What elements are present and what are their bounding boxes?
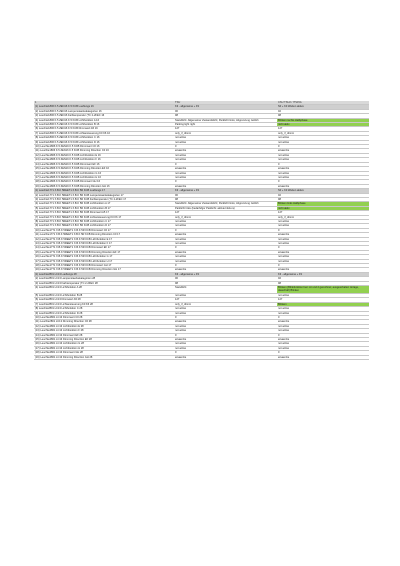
table-cell: Standlicht xyxy=(174,286,277,294)
table-cell: ersaenzie xyxy=(174,250,277,254)
table-cell: ersaenzie xyxy=(174,337,277,341)
table-cell: (13) Leuchte1806 K.5 ZEN16 K.5 KCB Lichtfunktion F 16 xyxy=(34,158,174,162)
table-cell: 0 xyxy=(174,351,277,355)
table-cell: (8) Leuchte1771 X.B.K 5REET1 X.B.K 5R KCB Lichtfunktion C 17 xyxy=(34,219,174,223)
table-row xyxy=(34,286,369,294)
table-cell: not active xyxy=(277,324,369,328)
table-cell: 0 xyxy=(277,228,369,232)
table-cell: 0 xyxy=(277,264,369,268)
table-cell: (17) Leuchte1771 X.B.K 5REET1 X.B.K 5R KCB Lichtfunktion H 17 xyxy=(34,259,174,263)
table-cell: 0 xyxy=(277,145,369,149)
table-cell: not active xyxy=(174,237,277,241)
table-cell: 98 xyxy=(174,114,277,118)
table-cell: 02 xyxy=(277,193,369,197)
table-cell: ersaenzie xyxy=(277,320,369,324)
table-cell: 0 xyxy=(174,264,277,268)
table-cell: (10) Leuchte2801 LC13 Dimmwert C0 28 xyxy=(34,315,174,319)
table-cell: (8) Leuchte1806 K.5 ZEN16 K.5 KCB Lichtfunktion C 16 xyxy=(34,136,174,140)
table-cell: Standlicht: Allgemeiner Zustandslicht; Parklicht links; Abgrenzung zeitlich xyxy=(174,118,277,122)
table-cell: ersaenzie xyxy=(277,167,369,171)
table-cell: not active xyxy=(174,175,277,179)
table-cell: not active xyxy=(174,153,277,157)
table-cell: 98 xyxy=(277,114,369,118)
table-cell: ersaenzie xyxy=(277,268,369,272)
table-cell: not active xyxy=(174,307,277,311)
table-cell: ersaenzie xyxy=(174,268,277,272)
table-cell: ersaenzie xyxy=(277,250,369,254)
table-cell: 127 xyxy=(277,127,369,131)
table-cell: only_if_dimmi xyxy=(277,215,369,219)
table-cell: (3) Leuchte1771 X.B.K 5REET1 X.B.K 5R KCB Farbtemperatur (TC 2-2FEC 17 xyxy=(34,197,174,201)
table-cell: (2) Leuchte1806 K.5 ZEN16 Lampenstaerkekategorien 16 xyxy=(34,109,174,113)
table-cell: 98 xyxy=(174,197,277,201)
table-cell: (11) Leuchte1806 K.5 ZEN16 K.5 KCB Dimming Direction C0 16 xyxy=(34,149,174,153)
table-cell: 00 xyxy=(174,109,277,113)
table-cell: ersaenzie xyxy=(174,320,277,324)
table-cell: ersaenzie xyxy=(277,355,369,359)
table-cell: Blinken links Halbphase xyxy=(277,202,369,206)
table-cell: (17) Leuchte1806 K.5 ZEN16 K.5 KCB Lichtfunktion H 16 xyxy=(34,175,174,179)
table-cell: (1) Leuchte1771 X.B.K 5REET1 X.B.K 5R KCB Lueftungs 17 xyxy=(34,189,174,193)
table-cell: (1) Leuchte2801 LC13 Lueftungs 28 xyxy=(34,272,174,276)
table-cell: not active xyxy=(277,237,369,241)
table-cell: ersaenzie xyxy=(174,167,277,171)
table-cell: nicht aktiv xyxy=(277,123,369,127)
table-cell: Blinken xyxy=(277,302,369,306)
table-cell: (14) Leuchte1771 X.B.K 5REET1 X.B.K 5R KCB Dimmwert EF 17 xyxy=(34,246,174,250)
table-cell: (8) Leuchte2801 LC13 Lichtfunktion C 28 xyxy=(34,307,174,311)
table-cell: not active xyxy=(277,342,369,346)
table-cell: not active xyxy=(277,255,369,259)
table-cell: only_if_dimmi xyxy=(277,131,369,135)
table-cell: 02 xyxy=(277,277,369,281)
table-cell: ersaenzie xyxy=(174,184,277,188)
table-cell: only_if_dimmi xyxy=(174,215,277,219)
table-cell: not active xyxy=(277,175,369,179)
table-cell: (6) Leuchte1806 K.5 ZEN16 K.5 KCB Dimmwert A5 16 xyxy=(34,127,174,131)
table-cell: 98 xyxy=(277,197,369,201)
table-cell: not active xyxy=(174,293,277,297)
table-cell: (9) Leuchte1806 K.5 ZEN16 K.5 KCB Lichtfunktion D 16 xyxy=(34,140,174,144)
table-cell: 127 xyxy=(174,127,277,131)
table-cell: not active xyxy=(277,158,369,162)
table-cell: 0 xyxy=(277,162,369,166)
table-cell: (15) Leuchte2801 LC13 Dimming Direction EF 28 xyxy=(34,337,174,341)
header-cell-3: CSU TSU2 / ITS15A xyxy=(277,101,369,105)
table-cell: 0 xyxy=(174,246,277,250)
table-cell: ersaenzie xyxy=(277,184,369,188)
table-cell: not active xyxy=(174,324,277,328)
table-cell: (19) Leuchte1771 X.B.K 5REET1 X.B.K 5R KCB Dimming Direction GH 17 xyxy=(34,268,174,272)
table-cell: not active xyxy=(277,140,369,144)
table-cell: 0 xyxy=(174,315,277,319)
table-cell: not active xyxy=(277,293,369,297)
spreadsheet-body xyxy=(34,101,369,359)
table-cell: not active xyxy=(277,224,369,228)
table-cell: not active xyxy=(174,158,277,162)
table-cell: not active xyxy=(174,171,277,175)
table-cell: (19) Leuchte2801 LC13 Dimming Direction GH 28 xyxy=(34,355,174,359)
table-cell: not active xyxy=(277,219,369,223)
table-cell: (13) Leuchte2801 LC13 Lichtfunktion F 28 xyxy=(34,329,174,333)
table-cell: (7) Leuchte2801 LC13 Lichtansteuerung K0 K6 28 xyxy=(34,302,174,306)
table-cell: S0 + K3 Warten aktive xyxy=(277,189,369,193)
table-cell: not active xyxy=(174,224,277,228)
table-cell: (15) Leuchte1771 X.B.K 5REET1 X.B.K 5R KCB Dimming Direction EF 17 xyxy=(34,250,174,254)
table-cell: ersaenzie xyxy=(174,149,277,153)
table-cell: not active xyxy=(277,136,369,140)
table-cell: (16) Leuchte2801 LC13 Lichtfunktion G 28 xyxy=(34,342,174,346)
table-cell: 127 xyxy=(277,211,369,215)
table-cell: 98 xyxy=(277,281,369,285)
table-cell: not active xyxy=(174,346,277,350)
table-cell: ersaenzie xyxy=(277,233,369,237)
table-cell: ersaenzie xyxy=(174,233,277,237)
table-cell: K3 - allgemeine + F3 xyxy=(174,105,277,109)
table-cell: Parklicht links (bedarfsfgsr Parklicht: aktiviert Els.ra) xyxy=(174,206,277,210)
table-cell: (18) Leuchte1806 K.5 ZEN16 K.5 KCB Dimmwert GH 16 xyxy=(34,180,174,184)
table-cell: (10) Leuchte1806 K.5 ZEN16 K.5 KCB Dimmwert C0 16 xyxy=(34,145,174,149)
table-cell: (5) Leuchte1806 K.5 ZEN16 K.5 KCB Lichtfunktion B 16 xyxy=(34,123,174,127)
table-cell: (15) Leuchte1806 K.5 ZEN16 K.5 KCB Dimming Direction EF 16 xyxy=(34,167,174,171)
table-cell: 0 xyxy=(277,315,369,319)
table-cell: (3) Leuchte2801 LC13 Farbtemperatur (TC 2-2FEC 28 xyxy=(34,281,174,285)
table-cell: (3) Leuchte1806 K.5 ZEN16 Farbtemperatur (TC 2-2FEC 16 xyxy=(34,114,174,118)
table-cell: (14) Leuchte2801 LC13 Dimmwert EF 28 xyxy=(34,333,174,337)
table-cell: only_if_dimmi xyxy=(174,302,277,306)
table-cell: (16) Leuchte1771 X.B.K 5REET1 X.B.K 5R KCB Lichtfunktion G 17 xyxy=(34,255,174,259)
table-cell: ersaenzie xyxy=(174,355,277,359)
table-cell: 0 xyxy=(174,180,277,184)
table-cell: (14) Leuchte1806 K.5 ZEN16 K.5 KCB Dimmwert EF 16 xyxy=(34,162,174,166)
table-cell: 02 xyxy=(277,109,369,113)
table-cell: (4) Leuchte1806 K.5 ZEN16 K.5 KCB Lichtfunktion A 16 xyxy=(34,118,174,122)
table-cell: (16) Leuchte1806 K.5 ZEN16 K.5 KCB Lichtfunktion G 16 xyxy=(34,171,174,175)
table-cell: (4) Leuchte2801 LC13 Lichtfunktion A 28 xyxy=(34,286,174,294)
table-cell: (18) Leuchte1771 X.B.K 5REET1 X.B.K 5R KCB Dimmwert GH 17 xyxy=(34,264,174,268)
table-cell: (10) Leuchte1771 X.B.K 5REET1 X.B.K 5R KCB Dimmwert C0 17 xyxy=(34,228,174,232)
table-cell: not active xyxy=(174,255,277,259)
table-cell: nicht aktiv xyxy=(277,206,369,210)
table-cell: S0 + K3 Warten aktive xyxy=(277,105,369,109)
table-cell: not active xyxy=(277,171,369,175)
table-cell: not active xyxy=(277,311,369,315)
table-cell: 0 xyxy=(174,145,277,149)
table-cell: not active xyxy=(174,242,277,246)
table-cell: (9) Leuchte2801 LC13 Lichtfunktion D 28 xyxy=(34,311,174,315)
table-cell: not active xyxy=(174,136,277,140)
table-cell: 00 xyxy=(174,277,277,281)
header-cell-1: 1 xyxy=(34,101,174,105)
table-cell: 0 xyxy=(174,228,277,232)
table-cell: (1) Leuchte1806 K.5 ZEN16 K.5 KCB Lueftungs 16 xyxy=(34,105,174,109)
table-cell: K3 - allgemeine + F3 xyxy=(174,272,277,276)
table-cell: Blinken (Blinkfunktion fuer rot und 2 gerechnet; ausgeschaltet: Anlage, dauerhaft) Blinken xyxy=(277,286,369,294)
table-cell: (2) Leuchte1771 X.B.K 5REET1 X.B.K 5R KCB Lampenstaerkekategorien 17 xyxy=(34,193,174,197)
table-cell: 0 xyxy=(277,246,369,250)
table-cell: (12) Leuchte1771 X.B.K 5REET1 X.B.K 5R KCB Lichtfunktion E 17 xyxy=(34,237,174,241)
table-cell: not active xyxy=(174,342,277,346)
table-cell: (6) Leuchte1771 X.B.K 5REET1 X.B.K 5R KCB Dimmwert A5 17 xyxy=(34,211,174,215)
table-cell: (13) Leuchte1771 X.B.K 5REET1 X.B.K 5R KCB Lichtfunktion F 17 xyxy=(34,242,174,246)
table-cell: 127 xyxy=(174,211,277,215)
table-cell: (19) Leuchte1806 K.5 ZEN16 K.5 KCB Dimming Direction GH 16 xyxy=(34,184,174,188)
table-cell: (9) Leuchte1771 X.B.K 5REET1 X.B.K 5R KCB Lichtfunktion D 17 xyxy=(34,224,174,228)
table-cell: not active xyxy=(174,311,277,315)
table-cell: not active xyxy=(277,307,369,311)
table-cell: ersaenzie xyxy=(277,337,369,341)
table-cell: Blinken rechts Halbphase xyxy=(277,118,369,122)
table-cell: (4) Leuchte1771 X.B.K 5REET1 X.B.K 5R KCB Lichtfunktion A 17 xyxy=(34,202,174,206)
table-cell: 0 xyxy=(174,162,277,166)
table-cell: K3 - allgemeine + F3 xyxy=(277,272,369,276)
table-cell: not active xyxy=(174,140,277,144)
table-cell: not active xyxy=(174,329,277,333)
table-cell: (7) Leuchte1806 K.5 ZEN16 K.5 KCB Lichtansteuerung K0 K6 16 xyxy=(34,131,174,135)
table-row xyxy=(34,355,369,359)
table-cell: not active xyxy=(277,259,369,263)
table-cell: not active xyxy=(174,219,277,223)
table-cell: (17) Leuchte2801 LC13 Lichtfunktion H 28 xyxy=(34,346,174,350)
table-cell: 0 xyxy=(277,351,369,355)
table-cell: not active xyxy=(277,153,369,157)
table-cell: (11) Leuchte1771 X.B.K 5REET1 X.B.K 5R KCB Dimming Direction C0 17 xyxy=(34,233,174,237)
table-cell: (5) Leuchte1771 X.B.K 5REET1 X.B.K 5R KCB Lichtfunktion B 17 xyxy=(34,206,174,210)
table-cell: 0 xyxy=(277,180,369,184)
table-cell: (12) Leuchte2801 LC13 Lichtfunktion E 28 xyxy=(34,324,174,328)
spreadsheet-table xyxy=(34,101,369,360)
table-cell: (2) Leuchte2801 LC13 Lampenstaerkekategorien 28 xyxy=(34,277,174,281)
table-cell: 127 xyxy=(277,298,369,302)
table-cell: Parking light right xyxy=(174,123,277,127)
table-cell: only_if_dimmi xyxy=(174,131,277,135)
table-cell: not active xyxy=(277,346,369,350)
table-cell: (6) Leuchte2801 LC13 Dimmwert A5 28 xyxy=(34,298,174,302)
table-cell: 00 xyxy=(174,193,277,197)
table-cell: 0 xyxy=(277,333,369,337)
table-cell: K3 - allgemeine + F3 xyxy=(174,189,277,193)
table-cell: Standlicht: Allgemeiner Zustandslicht; Parklicht links; Abgrenzung zeitlich xyxy=(174,202,277,206)
header-cell-2: TSU xyxy=(174,101,277,105)
table-cell: ersaenzie xyxy=(277,149,369,153)
table-cell: 98 xyxy=(174,281,277,285)
table-cell: (7) Leuchte1771 X.B.K 5REET1 X.B.K 5R KCB Lichtansteuerung K0 K6 17 xyxy=(34,215,174,219)
table-cell: not active xyxy=(277,329,369,333)
table-cell: (12) Leuchte1806 K.5 ZEN16 K.5 KCB Lichtfunktion E 16 xyxy=(34,153,174,157)
table-cell: (18) Leuchte2801 LC13 Dimmwert GH 28 xyxy=(34,351,174,355)
table-cell: 127 xyxy=(174,298,277,302)
table-cell: not active xyxy=(277,242,369,246)
table-cell: not active xyxy=(174,259,277,263)
table-cell: (11) Leuchte2801 LC13 Dimming Direction C0 28 xyxy=(34,320,174,324)
table-cell: 0 xyxy=(174,333,277,337)
table-cell: (5) Leuchte2801 LC13 Lichtfunktion B 28 xyxy=(34,293,174,297)
